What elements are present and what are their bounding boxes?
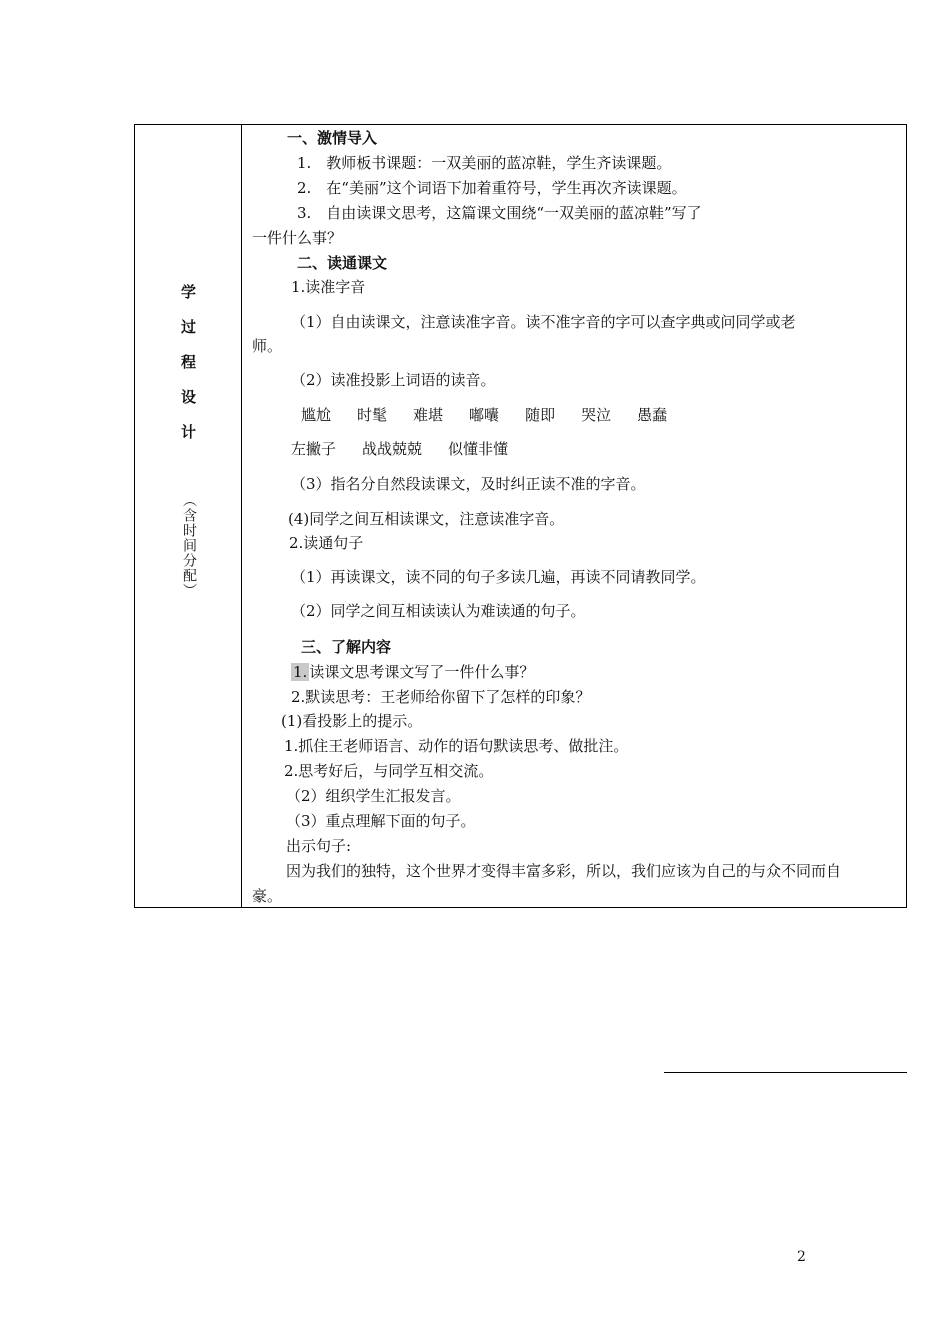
highlighted-number: 1. bbox=[293, 663, 308, 681]
paragraph: （3）指名分自然段读课文，及时纠正读不准的字音。 bbox=[291, 475, 646, 493]
row-label-char: 过 bbox=[180, 318, 196, 336]
list-item: 2. 在“美丽”这个词语下加着重符号，学生再次齐读课题。 bbox=[297, 179, 687, 197]
vocabulary-row bbox=[301, 404, 693, 426]
vocabulary-row bbox=[291, 438, 534, 460]
vocab-word: 随即 bbox=[525, 406, 556, 424]
vocab-word: 尴尬 bbox=[301, 406, 332, 424]
subheading: 2.读通句子 bbox=[289, 534, 364, 552]
row-label-char: 学 bbox=[180, 283, 196, 301]
vocab-word: 似懂非懂 bbox=[448, 440, 509, 458]
paragraph: （2）读准投影上词语的读音。 bbox=[291, 371, 496, 389]
list-item: 3. 自由读课文思考，这篇课文围绕“一双美丽的蓝凉鞋”写了 bbox=[297, 204, 702, 222]
paragraph: （2）同学之间互相读读认为难读通的句子。 bbox=[291, 602, 586, 620]
paragraph-continued: 师。 bbox=[252, 337, 283, 355]
page-number: 2 bbox=[797, 1249, 806, 1265]
vocab-word: 难堪 bbox=[413, 406, 444, 424]
paragraph: （1）再读课文，读不同的句子多读几遍，再读不同请教同学。 bbox=[291, 568, 706, 586]
vocab-word: 战战兢兢 bbox=[362, 440, 423, 458]
row-label-char: 设 bbox=[180, 388, 196, 406]
vocab-word: 时髦 bbox=[357, 406, 388, 424]
paragraph: （3）重点理解下面的句子。 bbox=[286, 812, 476, 830]
section-heading: 三、了解内容 bbox=[301, 638, 392, 656]
paragraph: 出示句子: bbox=[286, 837, 352, 855]
divider-line bbox=[664, 1072, 907, 1073]
vocab-word: 愚蠢 bbox=[637, 406, 668, 424]
paragraph: (4)同学之间互相读课文，注意读准字音。 bbox=[288, 510, 565, 528]
paragraph: (1)看投影上的提示。 bbox=[281, 712, 423, 730]
quote-continued: 豪。 bbox=[252, 887, 283, 905]
paragraph: 2.思考好后，与同学互相交流。 bbox=[284, 762, 494, 780]
section-heading: 二、读通课文 bbox=[297, 254, 388, 272]
list-item bbox=[291, 661, 534, 683]
list-item-continued: 一件什么事？ bbox=[252, 229, 343, 247]
vocab-word: 哭泣 bbox=[581, 406, 612, 424]
section-heading: 一、激情导入 bbox=[287, 129, 378, 147]
row-label-cell bbox=[135, 125, 242, 907]
vocab-word: 左撇子 bbox=[291, 440, 337, 458]
subheading: 1.读准字音 bbox=[291, 278, 366, 296]
row-label-char: 计 bbox=[180, 423, 196, 441]
list-item: 1. 教师板书课题：一双美丽的蓝凉鞋，学生齐读课题。 bbox=[297, 154, 672, 172]
row-label-char: 程 bbox=[180, 353, 196, 371]
time-allocation-note: （含时间分配） bbox=[181, 493, 197, 598]
list-item-text: 读课文思考课文写了一件什么事？ bbox=[309, 663, 535, 681]
list-item: 2.默读思考：王老师给你留下了怎样的印象？ bbox=[291, 688, 591, 706]
paragraph: 1.抓住王老师语言、动作的语句默读思考、做批注。 bbox=[284, 737, 629, 755]
paragraph: （1）自由读课文，注意读准字音。读不准字音的字可以查字典或问同学或老 bbox=[291, 313, 796, 331]
vocab-word: 嘟囔 bbox=[469, 406, 500, 424]
paragraph: （2）组织学生汇报发言。 bbox=[286, 787, 461, 805]
quote: 因为我们的独特，这个世界才变得丰富多彩，所以，我们应该为自己的与众不同而自 bbox=[286, 862, 842, 880]
